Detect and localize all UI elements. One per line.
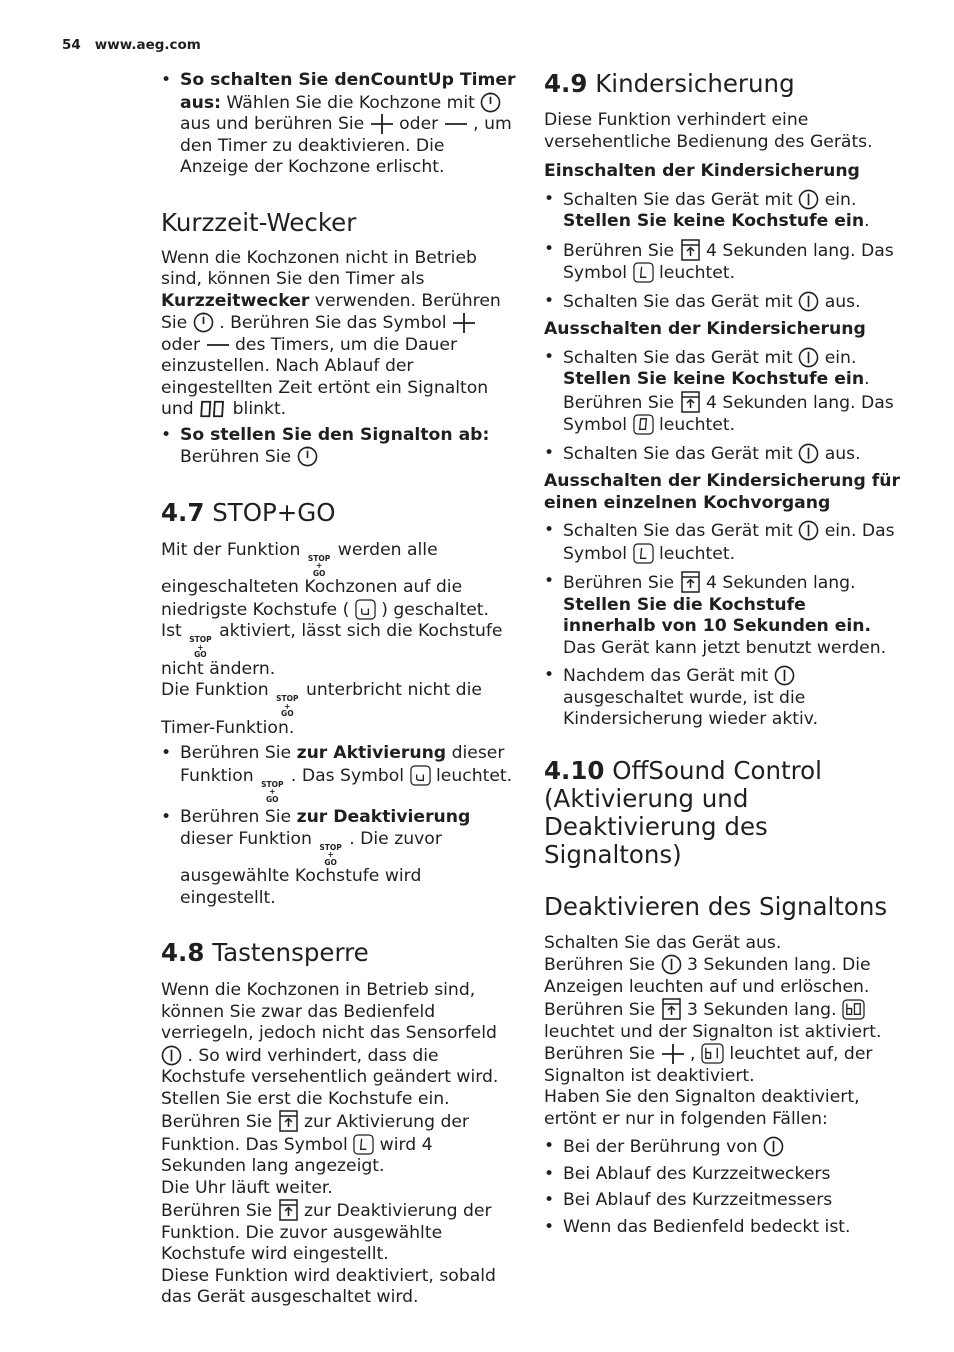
stopgo-deactivate-bullet: • Berühren Sie zur Deaktivierung dieser Funktion STOP + GO . Die zuvor ausgewählte Kochstufe wird eingestellt.: [161, 807, 516, 909]
page-number: 54: [62, 37, 81, 53]
stopgo-p1: Mit der Funktion STOP + GO werden alle eingeschalteten Kochzonen auf die niedrigste Kochstufe ( ) geschaltet.: [161, 539, 490, 620]
kinder-intro: Diese Funktion verhindert eine versehentliche Bedienung des Geräts.: [544, 110, 873, 152]
lock-icon: [680, 571, 701, 593]
list-item: • Berühren Sie 4 Sekunden lang. Stellen Sie die Kochstufe innerhalb von 10 Sekunden ein. Das Gerät kann jetzt benutzt werden.: [544, 571, 904, 659]
plus-icon: [370, 114, 394, 134]
offsound-p2: Berühren Sie 3 Sekunden lang. Die Anzeigen leuchten auf und erlöschen.: [544, 955, 871, 997]
list-item: • Schalten Sie das Gerät mit aus.: [544, 291, 904, 314]
header-url[interactable]: www.aeg.com: [94, 37, 201, 53]
tastensperre-title: 4.8 Tastensperre: [161, 938, 369, 967]
tasten-p6: Diese Funktion wird deaktiviert, sobald das Gerät ausgeschaltet wird.: [161, 1265, 496, 1307]
list-item: • Bei Ablauf des Kurzzeitweckers: [544, 1164, 904, 1186]
list-item: • Schalten Sie das Gerät mit aus.: [544, 443, 904, 466]
power-icon: [798, 520, 819, 541]
b0-display-icon: [842, 999, 865, 1020]
tasten-p1: Wenn die Kochzonen in Betrieb sind, können Sie zwar das Bedienfeld verriegeln, jedoch nicht das Sensorfeld . So wird verhindert, dass die Kochstufe versehentlich geändert wird.: [161, 980, 499, 1087]
stopgo-list: [161, 743, 516, 909]
offsound-p3: Berühren Sie 3 Sekunden lang. leuchtet und der Signalton ist aktiviert.: [544, 1000, 882, 1042]
offsound-p5: Haben Sie den Signalton deaktiviert, ertönt er nur in folgenden Fällen:: [544, 1087, 860, 1129]
power-icon: [161, 1045, 182, 1066]
signalton-bullet: • So stellen Sie den Signalton ab: Berühren Sie: [161, 425, 516, 469]
list-item: • Schalten Sie das Gerät mit ein. Das Symbol leuchtet.: [544, 520, 904, 565]
stop-go-icon: STOP + GO: [276, 694, 299, 718]
lock-icon: [278, 1110, 299, 1132]
timer-icon: [193, 312, 214, 333]
countup-bullet: • So schalten Sie denCountUp Timer aus: Wählen Sie die Kochzone mit aus und berühren Sie oder , um den Timer zu deaktivieren. Die Anzeige der Kochzone erlischt.: [161, 70, 516, 179]
tasten-p2: Stellen Sie erst die Kochstufe ein.: [161, 1088, 450, 1109]
countup-list: [161, 70, 516, 179]
stop-go-icon: STOP + GO: [319, 842, 342, 867]
L-symbol-icon: [633, 543, 654, 564]
page-header: [62, 37, 201, 53]
plus-icon: [661, 1044, 685, 1064]
list-item: • Schalten Sie das Gerät mit ein. Stellen Sie keine Kochstufe ein. Berühren Sie 4 Sekunden lang. Das Symbol leuchtet.: [544, 347, 904, 437]
stop-go-icon: STOP + GO: [307, 553, 331, 578]
kinder-list-2: [544, 347, 904, 466]
kindersicherung-title: 4.9 Kindersicherung: [544, 69, 795, 98]
list-item: • Berühren Sie 4 Sekunden lang. Das Symbol leuchtet.: [544, 239, 904, 285]
plus-icon: [452, 313, 476, 333]
right-column: [544, 70, 904, 1238]
left-column: [161, 70, 516, 1309]
kinder-sub-einzeln: Ausschalten der Kindersicherung für einen einzelnen Kochvorgang: [544, 471, 900, 513]
stopgo-p2: Ist STOP + GO aktiviert, lässt sich die Kochstufe nicht ändern.: [161, 621, 503, 679]
offsound-subtitle: Deaktivieren des Signaltons: [544, 891, 888, 921]
timer-icon: [480, 92, 501, 113]
list-item: • Schalten Sie das Gerät mit ein. Stellen Sie keine Kochstufe ein.: [544, 189, 904, 233]
u-symbol-icon: [410, 765, 431, 786]
00-display-icon: [199, 399, 227, 419]
power-icon: [661, 954, 682, 975]
minus-icon: [206, 335, 230, 355]
L-symbol-icon: [633, 262, 654, 283]
kurzzeit-title: Kurzzeit-Wecker: [161, 207, 357, 237]
minus-icon: [444, 114, 468, 134]
tasten-p3: Berühren Sie zur Aktivierung der Funktion. Das Symbol wird 4 Sekunden lang angezeigt.: [161, 1112, 469, 1176]
kinder-list-3: [544, 520, 904, 731]
offsound-list: [544, 1136, 904, 1238]
kinder-list-1: [544, 189, 904, 314]
kinder-sub-ausschalten: Ausschalten der Kindersicherung: [544, 319, 866, 339]
tasten-p4: Die Uhr läuft weiter.: [161, 1177, 333, 1198]
list-item: • Wenn das Bedienfeld bedeckt ist.: [544, 1217, 904, 1239]
zero-symbol-icon: [633, 414, 654, 435]
offsound-p1: Schalten Sie das Gerät aus.: [544, 932, 782, 953]
u-symbol-icon: [355, 599, 376, 620]
kurzzeit-paragraph: Wenn die Kochzonen nicht in Betrieb sind, können Sie den Timer als Kurzzeitwecker verwenden. Berühren Sie . Berühren Sie das Symbol oder des Timers, um die Dauer einzustellen. Nach Ablauf der eingestellten Zeit ertönt ein Signalton und blinkt.: [161, 247, 501, 419]
stopgo-p3: Die Funktion STOP + GO unterbricht nicht die Timer-Funktion.: [161, 680, 482, 738]
stop-go-icon: STOP + GO: [189, 635, 212, 659]
timer-icon: [297, 446, 318, 467]
kinder-sub-einschalten: Einschalten der Kindersicherung: [544, 161, 860, 181]
tasten-p5: Berühren Sie zur Deaktivierung der Funktion. Die zuvor ausgewählte Kochstufe wird eingestellt.: [161, 1201, 492, 1264]
offsound-p4: Berühren Sie , leuchtet auf, der Signalton ist deaktiviert.: [544, 1044, 873, 1086]
power-icon: [774, 665, 795, 686]
stopgo-activate-bullet: • Berühren Sie zur Aktivierung dieser Funktion STOP + GO . Das Symbol leuchtet.: [161, 743, 516, 803]
lock-icon: [278, 1199, 299, 1221]
list-item: • Bei Ablauf des Kurzzeitmessers: [544, 1190, 904, 1212]
L-symbol-icon: [353, 1134, 374, 1155]
stopgo-title: 4.7 STOP+GO: [161, 497, 336, 527]
lock-icon: [680, 239, 701, 261]
lock-icon: [661, 998, 682, 1020]
stop-go-icon: STOP + GO: [261, 779, 284, 804]
power-icon: [798, 443, 819, 464]
power-icon: [798, 189, 819, 210]
power-icon: [763, 1136, 784, 1157]
offsound-title: 4.10 OffSound Control (Aktivierung und Deaktivierung des Signaltons): [544, 755, 822, 869]
power-icon: [798, 347, 819, 368]
list-item: • Bei der Berührung von: [544, 1136, 904, 1159]
list-item: • Nachdem das Gerät mit ausgeschaltet wurde, ist die Kindersicherung wieder aktiv.: [544, 665, 904, 731]
lock-icon: [680, 391, 701, 413]
power-icon: [798, 291, 819, 312]
b1-display-icon: [701, 1043, 724, 1064]
kurzzeit-list: [161, 425, 516, 469]
